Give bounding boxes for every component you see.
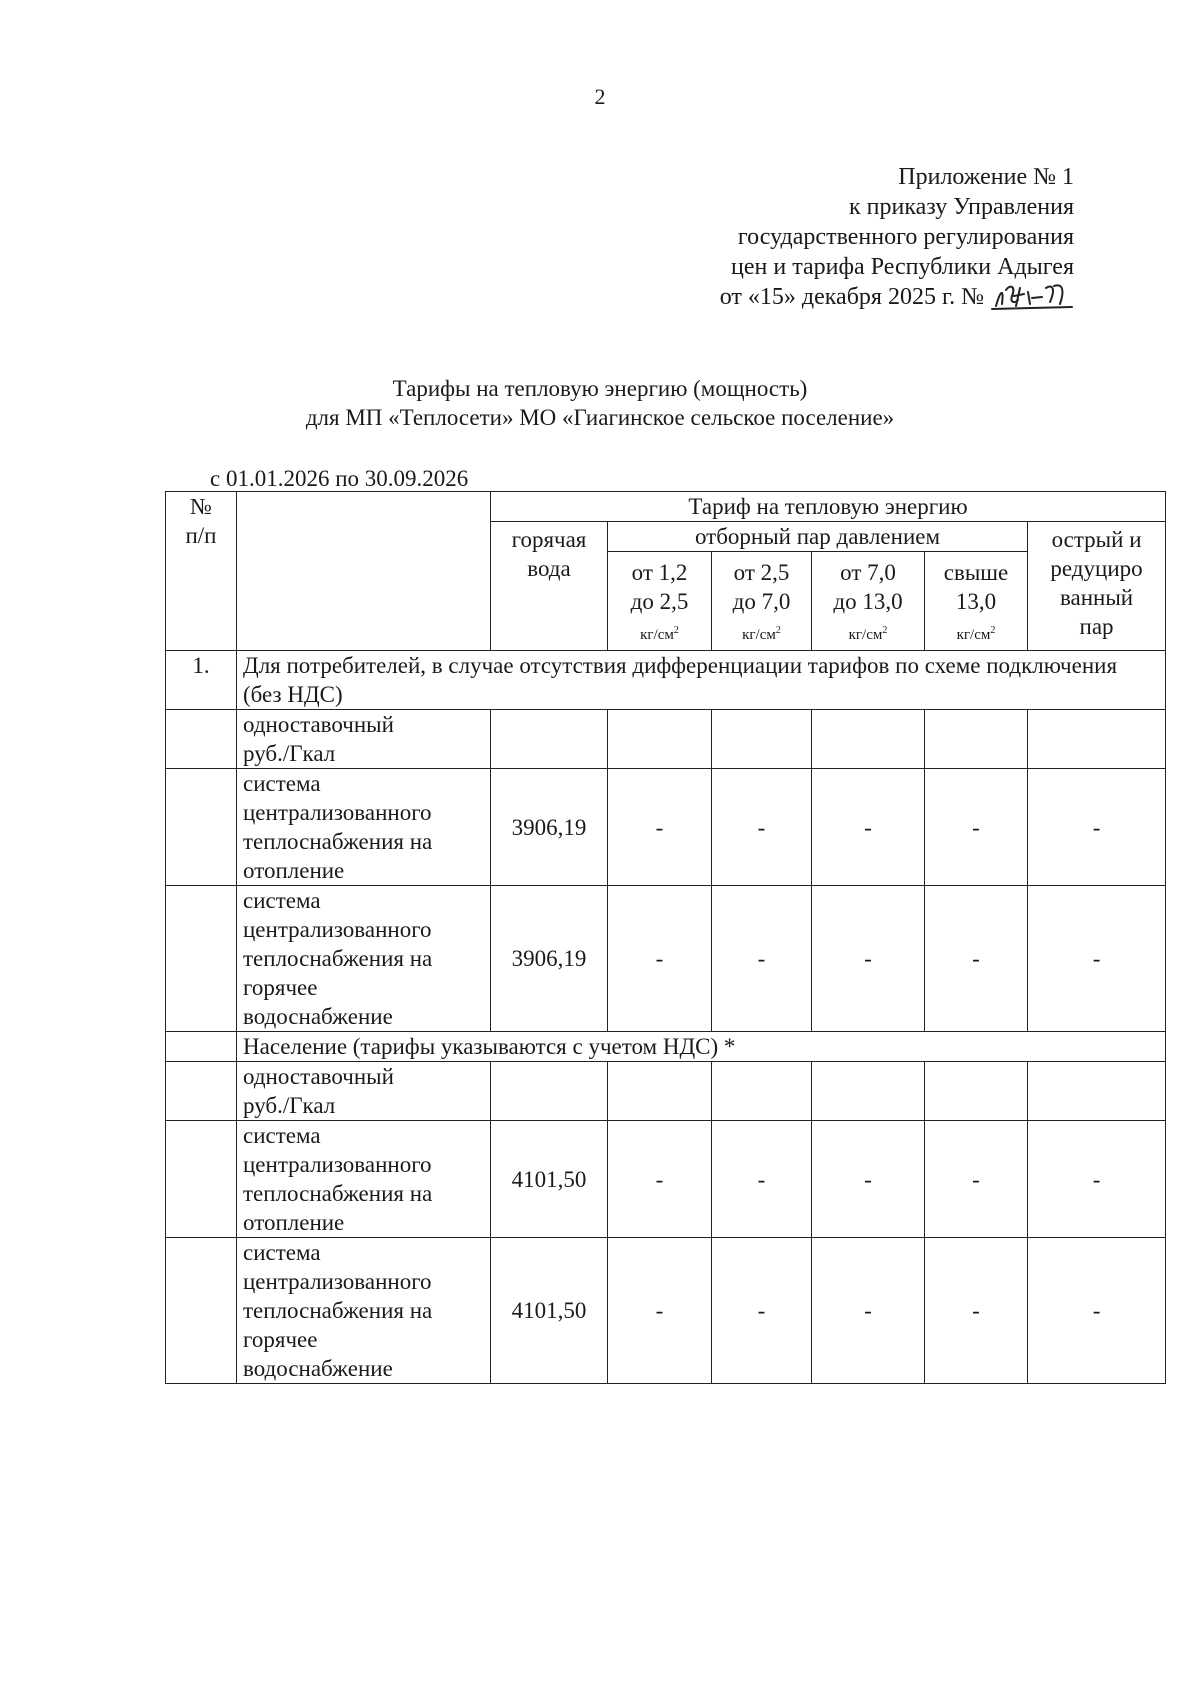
row-label [237, 1238, 491, 1384]
row-label-line: централизованного [243, 1269, 432, 1294]
table-row [166, 1238, 1166, 1384]
appendix-line-3: государственного регулирования [737, 224, 1074, 250]
row-label-line: система [243, 1240, 321, 1265]
single-rate-unit: руб./Гкал [243, 741, 336, 766]
table-row [166, 1121, 1166, 1238]
empty-num-cell [166, 1238, 237, 1384]
empty-cell [608, 710, 712, 769]
steam-1-to: до 2,5 [630, 589, 689, 614]
title-line-2: для МП «Теплосети» МО «Гиагинское сельское поселение» [305, 405, 895, 430]
steam-1-value: - [608, 886, 712, 1032]
steam-2-from: от 2,5 [733, 560, 790, 585]
single-rate-label [237, 710, 491, 769]
steam-3-to: до 13,0 [833, 589, 903, 614]
empty-cell [491, 710, 608, 769]
steam-2-to: до 7,0 [732, 589, 791, 614]
header-steam-group: отборный пар давлением [608, 522, 1028, 552]
single-rate-text: одноставочный [243, 712, 394, 737]
steam-4-value: - [925, 1238, 1028, 1384]
empty-cell [925, 1062, 1028, 1121]
sharp-steam-value: - [1028, 769, 1166, 886]
header-num-symbol: № [190, 494, 212, 519]
header-num-cell [166, 492, 237, 651]
steam-3-value: - [812, 769, 925, 886]
header-sharp-line-2: редуциро [1050, 556, 1143, 581]
header-steam-2 [712, 552, 812, 651]
section-1-row [166, 651, 1166, 710]
handwritten-order-number [990, 282, 1074, 312]
row-label-line: водоснабжение [243, 1356, 393, 1381]
single-rate-unit: руб./Гкал [243, 1093, 336, 1118]
header-steam-3 [812, 552, 925, 651]
header-steam-4 [925, 552, 1028, 651]
row-label [237, 1121, 491, 1238]
title-line-1: Тарифы на тепловую энергию (мощность) [392, 376, 808, 401]
appendix-date-prefix: от «15» декабря 2025 г. № [719, 284, 984, 310]
empty-num-cell [166, 886, 237, 1032]
empty-num-cell [166, 710, 237, 769]
section-2-single-rate-row [166, 1062, 1166, 1121]
steam-2-value: - [712, 769, 812, 886]
tariff-table [165, 491, 1166, 1384]
appendix-line-5 [720, 282, 1074, 312]
header-sharp-steam [1028, 522, 1166, 651]
row-label-line: отопление [243, 1210, 345, 1235]
steam-3-value: - [812, 886, 925, 1032]
steam-1-unit: $кг/см^2$ [640, 625, 679, 643]
steam-4-value: - [925, 769, 1028, 886]
steam-4-to: 13,0 [955, 589, 997, 614]
steam-4-value: - [925, 886, 1028, 1032]
row-label-line: горячее [243, 975, 318, 1000]
header-num-label: п/п [185, 523, 217, 548]
appendix-block [720, 162, 1074, 312]
row-label-line: водоснабжение [243, 1004, 393, 1029]
header-row-1 [166, 492, 1166, 522]
row-label-line: горячее [243, 1327, 318, 1352]
section-1-title: Для потребителей, в случае отсутствия дифференциации тарифов по схеме подключения (без НДС) [237, 651, 1166, 710]
steam-2-unit: $кг/см^2$ [742, 625, 781, 643]
section-1-single-rate-row [166, 710, 1166, 769]
appendix-line-4: цен и тарифа Республики Адыгея [731, 254, 1074, 280]
steam-2-value: - [712, 886, 812, 1032]
header-sharp-line-4: пар [1079, 614, 1114, 639]
empty-num-cell [166, 1062, 237, 1121]
hot-water-value: 3906,19 [491, 886, 608, 1032]
row-label [237, 886, 491, 1032]
page-number: 2 [594, 84, 606, 109]
empty-cell [1028, 1062, 1166, 1121]
empty-cell [712, 710, 812, 769]
empty-num-cell [166, 1032, 237, 1062]
row-label-line: теплоснабжения на [243, 1298, 433, 1323]
steam-2-value: - [712, 1121, 812, 1238]
row-label-line: централизованного [243, 800, 432, 825]
header-name-cell [237, 492, 491, 651]
row-label-line: система [243, 1123, 321, 1148]
header-hot-water: горячая вода [491, 522, 608, 651]
header-sharp-line-1: острый и [1051, 527, 1142, 552]
appendix-line-2: к приказу Управления [848, 194, 1074, 220]
row-label-line: теплоснабжения на [243, 829, 433, 854]
row-label [237, 769, 491, 886]
appendix-line-1: Приложение № 1 [898, 164, 1074, 190]
empty-num-cell [166, 769, 237, 886]
empty-cell [608, 1062, 712, 1121]
sharp-steam-value: - [1028, 886, 1166, 1032]
table-row [166, 886, 1166, 1032]
header-tariff-group: Тариф на тепловую энергию [491, 492, 1166, 522]
steam-3-value: - [812, 1121, 925, 1238]
steam-3-value: - [812, 1238, 925, 1384]
steam-3-unit: $кг/см^2$ [848, 625, 888, 643]
row-label-line: теплоснабжения на [243, 1181, 433, 1206]
empty-cell [712, 1062, 812, 1121]
empty-cell [812, 1062, 925, 1121]
empty-cell [491, 1062, 608, 1121]
steam-2-value: - [712, 1238, 812, 1384]
validity-period: с 01.01.2026 по 30.09.2026 [210, 466, 469, 491]
empty-cell [925, 710, 1028, 769]
section-2-title: Население (тарифы указываются с учетом НДС) * [237, 1032, 1166, 1062]
empty-cell [812, 710, 925, 769]
hot-water-value: 3906,19 [491, 769, 608, 886]
steam-1-from: от 1,2 [631, 560, 688, 585]
row-label-line: система [243, 888, 321, 913]
steam-4-from: свыше [943, 560, 1009, 585]
row-label-line: отопление [243, 858, 345, 883]
empty-num-cell [166, 1121, 237, 1238]
header-steam-1 [608, 552, 712, 651]
steam-1-value: - [608, 769, 712, 886]
hot-water-value: 4101,50 [491, 1121, 608, 1238]
row-label-line: система [243, 771, 321, 796]
empty-cell [1028, 710, 1166, 769]
single-rate-label [237, 1062, 491, 1121]
row-label-line: централизованного [243, 1152, 432, 1177]
document-title [0, 374, 1200, 432]
row-label-line: централизованного [243, 917, 432, 942]
section-2-row [166, 1032, 1166, 1062]
sharp-steam-value: - [1028, 1121, 1166, 1238]
steam-1-value: - [608, 1121, 712, 1238]
steam-1-value: - [608, 1238, 712, 1384]
section-1-num: 1. [166, 651, 237, 710]
single-rate-text: одноставочный [243, 1064, 394, 1089]
table-row [166, 769, 1166, 886]
steam-3-from: от 7,0 [840, 560, 896, 585]
sharp-steam-value: - [1028, 1238, 1166, 1384]
steam-4-unit: $кг/см^2$ [956, 625, 996, 643]
hot-water-value: 4101,50 [491, 1238, 608, 1384]
row-label-line: теплоснабжения на [243, 946, 433, 971]
steam-4-value: - [925, 1121, 1028, 1238]
header-sharp-line-3: ванный [1059, 585, 1134, 610]
